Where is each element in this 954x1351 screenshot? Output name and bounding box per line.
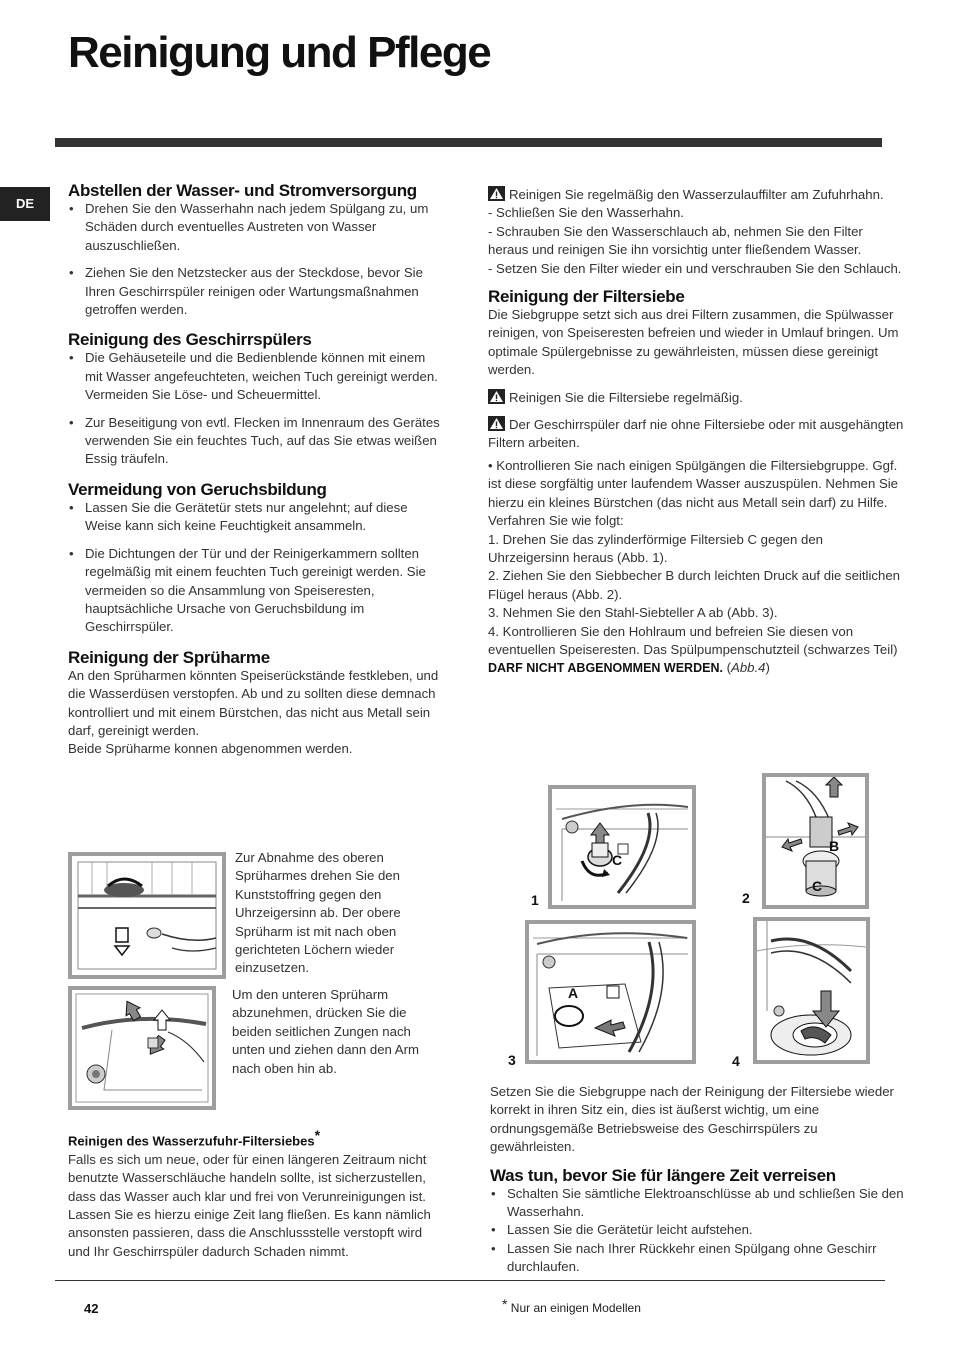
- left-column-top: [68, 181, 446, 759]
- part-label-a: A: [568, 985, 579, 1001]
- footer-divider: [55, 1280, 885, 1281]
- list-item: • Zur Beseitigung von evtl. Flecken im Innenraum des Gerätes verwenden Sie ein feuchtes Tuch, auf das Sie etwas weißen Essig träufeln.: [68, 414, 446, 469]
- intake-step: - Setzen Sie den Filter wieder ein und verschrauben Sie den Schlauch.: [488, 260, 902, 276]
- list-item: • Drehen Sie den Wasserhahn nach jedem Spülgang zu, um Schäden durch eventuelles Austreten von Wasser auszuschließen.: [68, 200, 446, 255]
- lower-arm-caption: [232, 986, 444, 1078]
- part-label-b: B: [829, 838, 840, 854]
- list-item: • Lassen Sie die Gerätetür stets nur angelehnt; auf diese Weise kann sich keine Feuchtigkeit ansammeln.: [68, 499, 446, 536]
- language-tab: DE: [0, 187, 50, 221]
- upper-arm-caption: [235, 849, 430, 978]
- heading-water-power: Abstellen der Wasser- und Stromversorgung: [68, 181, 417, 200]
- footnote: [502, 1296, 641, 1315]
- figure-4: [753, 917, 870, 1064]
- figure-4-drawing: [757, 921, 866, 1060]
- lower-spray-arm-drawing: [72, 990, 212, 1106]
- figure-3-drawing: [529, 924, 692, 1060]
- filters-step-4-caps: DARF NICHT ABGENOMMEN WERDEN.: [488, 661, 723, 676]
- figure-label-1: 1: [531, 892, 539, 908]
- intake-step: - Schrauben Sie den Wasserschlauch ab, nehmen Sie den Filter heraus und reinigen Sie ihn vorsichtig unter fließendem Wasser.: [488, 223, 863, 258]
- list-item: • Lassen Sie nach Ihrer Rückkehr einen Spülgang ohne Geschirr durchlaufen.: [490, 1240, 904, 1277]
- warning-filters-regular-text: Reinigen Sie die Filtersiebe regelmäßig.: [509, 389, 743, 405]
- filters-step-4: [488, 623, 906, 678]
- page-title: Reinigung und Pflege: [68, 28, 491, 77]
- warning-icon: [488, 186, 505, 201]
- upper-spray-arm-drawing: [72, 856, 222, 975]
- filters-step-4-text: 4. Kontrollieren Sie den Hohlraum und befreien Sie diesen von eventuellen Speiseresten. Das Spülpumpenschutzteil (schwarzes Teil): [488, 623, 898, 657]
- right-column-bottom: [490, 1083, 904, 1277]
- warning-filters-regular: [488, 389, 906, 407]
- figure-label-3: 3: [508, 1052, 516, 1068]
- warning-icon: [488, 416, 505, 431]
- upper-spray-arm-illustration: [68, 852, 226, 979]
- figure-3: [525, 920, 696, 1064]
- footnote-marker: *: [314, 1127, 321, 1143]
- heading-intake-filter-text: Reinigen des Wasserzufuhr-Filtersiebes: [68, 1133, 315, 1149]
- title-divider: [55, 138, 882, 147]
- footnote-text: Nur an einigen Modellen: [510, 1301, 641, 1315]
- lower-spray-arm-illustration: [68, 986, 216, 1110]
- figure-1-drawing: [552, 789, 692, 905]
- heading-travel: Was tun, bevor Sie für längere Zeit verreisen: [490, 1165, 836, 1185]
- lower-arm-text: Um den unteren Sprüharm abzunehmen, drücken Sie die beiden seitlichen Zungen nach unten und ziehen dann den Arm nach oben hin ab.: [232, 987, 419, 1076]
- list-cleaning-dishwasher: [68, 349, 446, 468]
- part-label-c: C: [612, 852, 623, 868]
- warning-icon: [488, 389, 505, 404]
- filters-step-1: 1. Drehen Sie das zylinderförmige Filtersieb C gegen den Uhrzeigersinn heraus (Abb. 1).: [488, 531, 823, 565]
- spray-arms-text: An den Sprüharmen könnten Speiserückstände festkleben, und die Wasserdüsen verstopfen. Ab und zu sollten diese demnach kontrolliert und mit einem Bürstchen, das nicht aus Metall sein darf, gereinigt werden.: [68, 667, 439, 738]
- list-item: • Die Gehäuseteile und die Bedienblende können mit einem mit Wasser angefeuchteten, weichen Tuch gereinigt werden. Vermeiden Sie Löse- und Scheuermittel.: [68, 349, 446, 404]
- list-travel: [490, 1185, 904, 1277]
- filters-step-2: 2. Ziehen Sie den Siebbecher B durch leichten Druck auf die seitlichen Flügel heraus (Abb. 2).: [488, 568, 900, 602]
- heading-intake-filter: [68, 1126, 446, 1151]
- right-column-top: [488, 186, 906, 678]
- list-water-power: [68, 200, 446, 319]
- list-item: • Schalten Sie sämtliche Elektroanschlüsse ab und schließen Sie den Wasserhahn.: [490, 1185, 904, 1222]
- warning-filters-required-text: Der Geschirrspüler darf nie ohne Filtersiebe oder mit ausgehängten Filtern arbeiten.: [488, 417, 904, 451]
- heading-cleaning-dishwasher: Reinigung des Geschirrspülers: [68, 330, 312, 350]
- list-item: • Die Dichtungen der Tür und der Reinigerkammern sollten regelmäßig mit einem feuchten Tuch gereinigt werden. Sie vermeiden so die Ansammlung von Speiseresten, hauptsächliche Ursache von Geruchsbildung im Geschirrspüler.: [68, 545, 446, 637]
- warning-intake-text: Reinigen Sie regelmäßig den Wasserzulauffilter am Zufuhrhahn.: [509, 187, 884, 202]
- filters-step-4-ref: Abb.4: [731, 660, 766, 676]
- figure-label-2: 2: [742, 890, 750, 906]
- heading-spray-arms: Reinigung der Sprüharme: [68, 647, 270, 667]
- filters-text: Die Siebgruppe setzt sich aus drei Filtern zusammen, die Spülwasser reinigen, von Speiseresten befreien und wieder in Umlauf bringen. Um optimale Spülergebnisse zu gewährleisten, müssen diese gereinigt werden.: [488, 307, 899, 378]
- filters-step-4-ref-close: ): [765, 660, 770, 676]
- warning-intake-filter: [488, 186, 906, 204]
- part-label-c-2: C: [812, 878, 823, 894]
- list-item: • Lassen Sie die Gerätetür leicht aufstehen.: [490, 1221, 904, 1239]
- filters-after-text: Setzen Sie die Siebgruppe nach der Reinigung der Filtersiebe wieder korrekt in ihren Sitz ein, dies ist äußerst wichtig, um eine ordnungsgemäße Betriebsweise des Geschirrspülers zu gewährleisten.: [490, 1084, 894, 1155]
- figure-label-4: 4: [732, 1053, 740, 1069]
- spray-arms-text2: Beide Sprüharme konnen abgenommen werden.: [68, 741, 353, 757]
- filters-step-3: 3. Nehmen Sie den Stahl-Siebteller A ab (Abb. 3).: [488, 605, 778, 621]
- footnote-star: *: [502, 1296, 508, 1312]
- list-odour: [68, 499, 446, 637]
- figure-1: [548, 785, 696, 909]
- upper-arm-text: Zur Abnahme des oberen Sprüharmes drehen Sie den Kunststoffring gegen den Uhrzeigersinn ab. Der obere Sprüharm ist mit nach oben gerichteten Löchern wieder einzusetzen.: [235, 850, 401, 976]
- filters-step-4-ref-open: (: [726, 660, 732, 676]
- intake-filter-text: Falls es sich um neue, oder für einen längeren Zeitraum nicht benutzte Wasserschläuche handeln sollte, ist sicherzustellen, dass das Wasser auch klar und frei von Verunreinigungen ist. Lassen Sie es hierzu einige Zeit lang fließen. Es kann nämlich ansonsten passieren, dass die Anschlussstelle verstopft wird und Ihr Geschirrspüler dadurch Schaden nimmt.: [68, 1151, 431, 1259]
- heading-filters: Reinigung der Filtersiebe: [488, 287, 685, 307]
- page-number: 42: [84, 1301, 99, 1316]
- heading-odour: Vermeidung von Geruchsbildung: [68, 479, 327, 499]
- left-column-bottom: [68, 1126, 446, 1261]
- warning-filters-required: [488, 416, 906, 453]
- list-item: • Ziehen Sie den Netzstecker aus der Steckdose, bevor Sie Ihren Geschirrspüler reinigen oder Wartungsmaßnahmen getroffen werden.: [68, 264, 446, 319]
- intake-step: - Schließen Sie den Wasserhahn.: [488, 205, 684, 221]
- filters-check: • Kontrollieren Sie nach einigen Spülgängen die Filtersiebgruppe. Ggf. ist diese sorgfältig unter laufendem Wasser auszuspülen. Nehmen Sie hierzu ein kleines Bürstchen (das nicht aus Metall sein darf) zu Hilfe. Verfahren Sie wie folgt:: [488, 457, 899, 529]
